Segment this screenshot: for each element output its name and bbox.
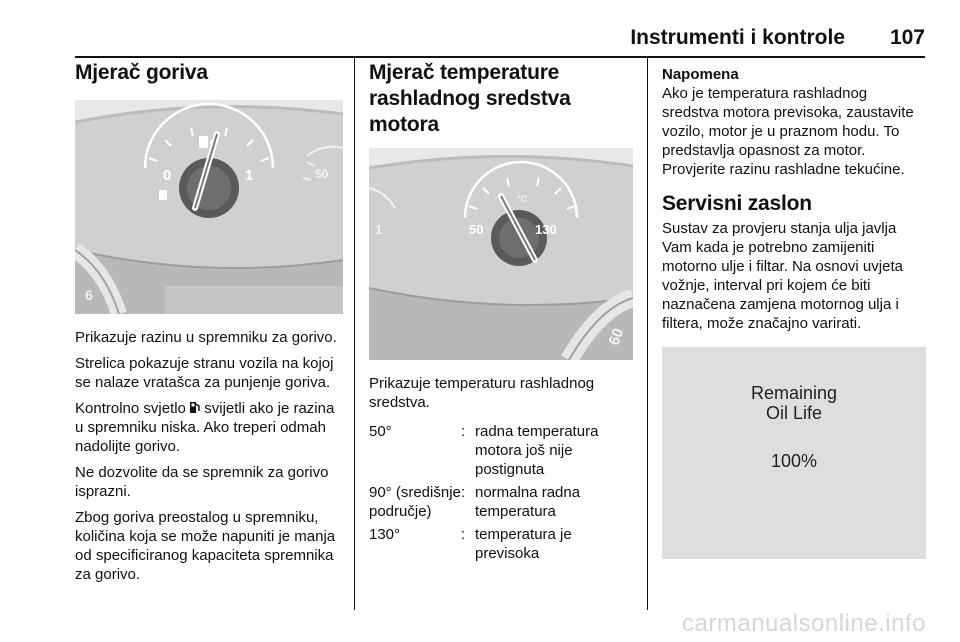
fuel-paragraph-2: Strelica pokazuje stranu vozila na kojoj se nalaze vratašca za punjenje goriva. [75,355,334,391]
coolant-row-3-key: 130° [369,526,401,543]
service-heading: Servisni zaslon [662,192,812,215]
note-text: Ako je temperatura rashladnog sredstva motora previsoka, zaustavite vozilo, motor je u praznom hodu. To predstavlja opasnost za motor. Provjerite razinu rashladne tekućine. [662,85,914,178]
oil-life-value: 100% [770,451,818,471]
coolant-row-3-sep: : [461,526,466,543]
chapter-title: Instrumenti i kontrole [630,26,845,49]
column-divider-2 [647,58,648,610]
coolant-row-3-value: temperatura je previsoka [475,526,572,562]
fuel-gauge-heading: Mjerač goriva [75,61,208,84]
fuel-min-label: 0 [163,167,172,184]
service-text: Sustav za provjeru stanja ulja javlja Vam kada je potrebno zamijeniti motorno ulje i filtar. Na osnovi uvjeta vožnje, interval pri kojem će biti naznačena zamjena motornog ulja i filtera, može značajno varirati. [662,220,903,332]
coolant-left-label: 1 [375,222,383,237]
note-title: Napomena [662,66,739,83]
coolant-gauge-section [369,60,633,567]
fuel-gauge-illustration [75,100,343,314]
fuel-warning-paragraph [75,399,343,456]
coolant-max-label: 130 [535,222,557,237]
coolant-heading-line-1: Mjerač temperature [369,61,560,84]
fuel-max-label: 1 [245,167,254,184]
coolant-row-2-value: normalna radna temperatura [475,484,581,520]
coolant-heading-line-2: rashladnog sredstva motora [369,87,571,136]
fuel-warning-text-after: svijetli ako je razina u spremniku niska. Ako treperi odmah nadolijte gorivo. [75,400,335,455]
page-header [75,26,925,56]
coolant-unit-label: °C [517,194,528,204]
oil-life-display [662,347,926,559]
coolant-row-2-sep: : [461,484,466,501]
fuel-pump-icon [190,400,200,413]
fuel-paragraph-3: Ne dozvolite da se spremnik za gorivo isprazni. [75,464,329,500]
oil-life-line-1: Remaining [750,383,838,403]
coolant-right-label: 60 [605,326,628,348]
coolant-temperature-table [369,422,633,567]
coolant-row-1-sep: : [461,423,466,440]
oil-life-line-2: Oil Life [765,403,823,423]
fuel-gauge-section [75,60,343,591]
coolant-row-2-key: 90° (središnje područje) [369,484,461,520]
column-divider-1 [354,58,355,610]
coolant-row-1-value: radna temperatura motora još nije postignuta [475,423,599,478]
coolant-gauge-illustration [369,148,633,360]
fuel-side-label: 50 [315,167,329,181]
coolant-min-label: 50 [469,222,484,237]
watermark: carmanualsonline.info [682,610,926,637]
fuel-paragraph-1: Prikazuje razinu u spremniku za gorivo. [75,329,337,346]
fuel-warning-text-before: Kontrolno svjetlo [75,400,186,417]
coolant-intro: Prikazuje temperaturu rashladnog sredstva. [369,375,595,411]
fuel-paragraph-4: Zbog goriva preostalog u spremniku, količina koja se može napuniti je manja od specificiranog kapaciteta spremnika za gorivo. [75,509,336,583]
fuel-corner-label: 6 [85,287,93,303]
page-number: 107 [889,26,925,49]
coolant-row-1-key: 50° [369,423,392,440]
service-section [662,56,926,559]
